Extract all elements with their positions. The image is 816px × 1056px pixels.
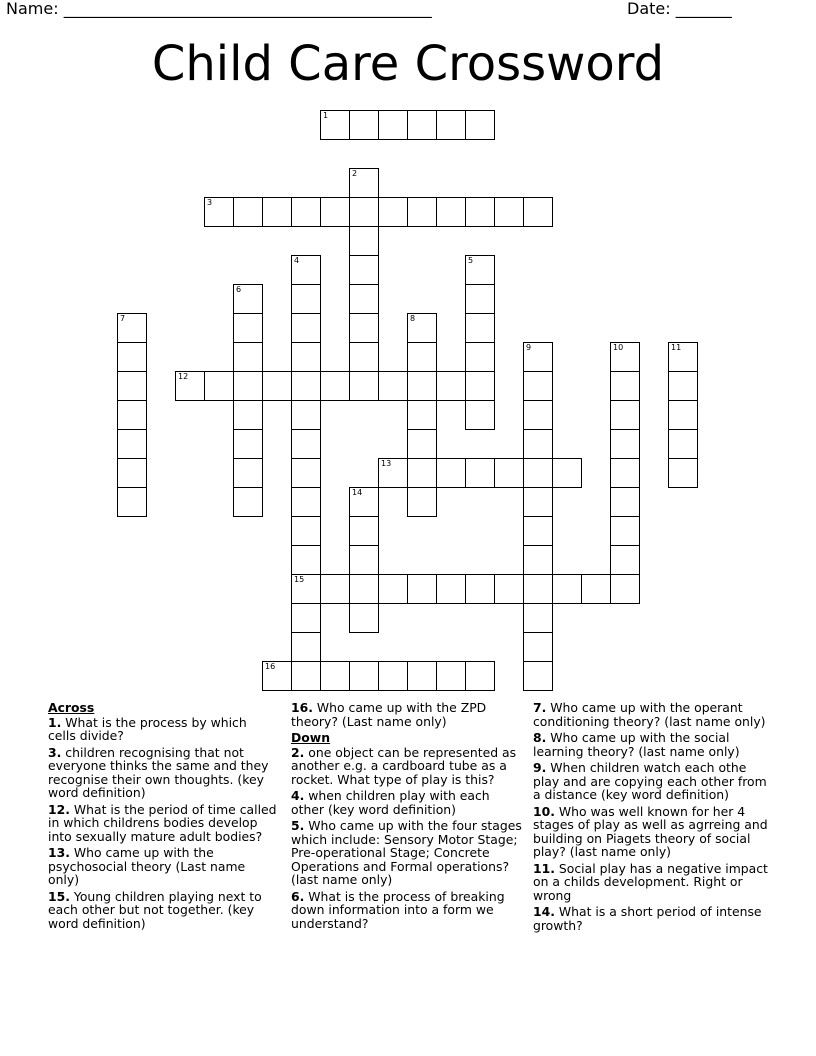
grid-cell[interactable]	[320, 661, 350, 691]
grid-cell[interactable]	[117, 429, 147, 459]
grid-cell[interactable]	[349, 371, 379, 401]
grid-cell[interactable]	[465, 661, 495, 691]
grid-cell[interactable]	[291, 632, 321, 662]
grid-cell[interactable]	[349, 342, 379, 372]
grid-cell[interactable]	[378, 371, 408, 401]
grid-cell[interactable]	[262, 371, 292, 401]
grid-cell[interactable]	[378, 110, 408, 140]
grid-cell[interactable]	[668, 458, 698, 488]
grid-cell[interactable]	[523, 342, 553, 372]
grid-cell[interactable]	[465, 255, 495, 285]
grid-cell[interactable]	[291, 400, 321, 430]
grid-cell[interactable]	[378, 197, 408, 227]
grid-cell[interactable]	[465, 110, 495, 140]
clues-column-2	[291, 701, 526, 933]
grid-cell[interactable]	[668, 371, 698, 401]
clue-down-4: 4. when children play with each other (key word definition)	[291, 788, 490, 817]
grid-cell[interactable]	[465, 574, 495, 604]
grid-cell[interactable]	[291, 371, 321, 401]
grid-cell[interactable]	[523, 429, 553, 459]
grid-cell[interactable]	[291, 197, 321, 227]
grid-cell[interactable]	[494, 458, 524, 488]
grid-cell[interactable]	[610, 516, 640, 546]
clue-number: 16	[265, 662, 276, 671]
grid-cell[interactable]	[320, 574, 350, 604]
grid-cell[interactable]	[349, 487, 379, 517]
grid-cell[interactable]	[349, 168, 379, 198]
clue-number: 4	[294, 256, 300, 265]
grid-cell[interactable]	[523, 545, 553, 575]
grid-cell[interactable]	[117, 458, 147, 488]
grid-cell[interactable]	[204, 197, 234, 227]
grid-cell[interactable]	[494, 197, 524, 227]
clue-across-1: 1. What is the process by which cells divide?	[48, 714, 247, 743]
clue-down-5: 5. Who came up with the four stages which include: Sensory Motor Stage; Pre-operational Stage; Concrete Operations and Formal operations? (last name only)	[291, 818, 522, 887]
clue-number: 9	[526, 343, 532, 352]
grid-cell[interactable]	[668, 400, 698, 430]
clue-number: 7	[120, 314, 126, 323]
grid-cell[interactable]	[233, 313, 263, 343]
page-title: Child Care Crossword	[151, 36, 665, 92]
clue-down-2: 2. one object can be represented as another e.g. a cardboard tube as a rocket. What type of play is this?	[291, 744, 517, 787]
grid-cell[interactable]	[465, 342, 495, 372]
grid-cell[interactable]	[320, 110, 350, 140]
grid-cell[interactable]	[291, 342, 321, 372]
grid-cell[interactable]	[581, 574, 611, 604]
grid-cell[interactable]	[610, 458, 640, 488]
clue-across-15: 15. Young children playing next to each other but not together. (key word definition)	[48, 888, 262, 931]
grid-cell[interactable]	[291, 255, 321, 285]
grid-cell[interactable]	[465, 458, 495, 488]
grid-cell[interactable]	[436, 110, 466, 140]
grid-cell[interactable]	[233, 197, 263, 227]
grid-cell[interactable]	[349, 284, 379, 314]
clues-column-3	[533, 701, 768, 935]
grid-cell[interactable]	[291, 429, 321, 459]
grid-cell[interactable]	[668, 429, 698, 459]
grid-cell[interactable]	[465, 284, 495, 314]
grid-cell[interactable]	[610, 429, 640, 459]
grid-cell[interactable]	[465, 197, 495, 227]
grid-cell[interactable]	[291, 574, 321, 604]
grid-cell[interactable]	[378, 661, 408, 691]
grid-cell[interactable]	[436, 574, 466, 604]
grid-cell[interactable]	[407, 458, 437, 488]
clue-number: 5	[468, 256, 474, 265]
grid-cell[interactable]	[233, 458, 263, 488]
clues-column-1	[48, 701, 278, 933]
grid-cell[interactable]	[436, 458, 466, 488]
grid-cell[interactable]	[407, 487, 437, 517]
clue-across-3: 3. children recognising that not everyone thinks the same and they recognise their own thoughts. (key word definition)	[48, 744, 269, 800]
down-heading: Down	[291, 730, 331, 745]
grid-cell[interactable]	[523, 197, 553, 227]
clue-number: 15	[294, 575, 305, 584]
clue-across-12: 12. What is the period of time called in which childrens bodies develop into sexually mature adult bodies?	[48, 801, 277, 844]
grid-cell[interactable]	[610, 574, 640, 604]
grid-cell[interactable]	[291, 661, 321, 691]
grid-cell[interactable]	[291, 458, 321, 488]
grid-cell[interactable]	[204, 371, 234, 401]
grid-cell[interactable]	[494, 574, 524, 604]
grid-cell[interactable]	[291, 284, 321, 314]
grid-cell[interactable]	[291, 487, 321, 517]
grid-cell[interactable]	[233, 284, 263, 314]
grid-cell[interactable]	[407, 313, 437, 343]
grid-cell[interactable]	[407, 371, 437, 401]
grid-cell[interactable]	[349, 226, 379, 256]
grid-cell[interactable]	[523, 632, 553, 662]
grid-cell[interactable]	[407, 110, 437, 140]
grid-cell[interactable]	[552, 574, 582, 604]
grid-cell[interactable]	[610, 371, 640, 401]
clue-down-7: 7. Who came up with the operant conditioning theory? (last name only)	[533, 700, 766, 729]
grid-cell[interactable]	[349, 603, 379, 633]
grid-cell[interactable]	[349, 545, 379, 575]
grid-cell[interactable]	[349, 313, 379, 343]
clue-down-8: 8. Who came up with the social learning theory? (last name only)	[533, 730, 740, 759]
name-blank[interactable]: ______________________________________________	[63, 0, 432, 18]
grid-cell[interactable]	[233, 400, 263, 430]
grid-cell[interactable]	[523, 458, 553, 488]
clue-number: 6	[236, 285, 242, 294]
across-heading: Across	[48, 700, 95, 715]
grid-cell[interactable]	[320, 371, 350, 401]
grid-cell[interactable]	[523, 371, 553, 401]
clue-number: 8	[410, 314, 416, 323]
grid-cell[interactable]	[349, 574, 379, 604]
grid-cell[interactable]	[436, 661, 466, 691]
grid-cell[interactable]	[349, 661, 379, 691]
clue-number: 13	[381, 459, 392, 468]
grid-cell[interactable]	[291, 545, 321, 575]
clue-down-14: 14. What is a short period of intense growth?	[533, 904, 762, 933]
grid-cell[interactable]	[117, 400, 147, 430]
date-blank[interactable]: _______	[675, 0, 732, 18]
grid-cell[interactable]	[117, 342, 147, 372]
grid-cell[interactable]	[291, 516, 321, 546]
grid-cell[interactable]	[436, 197, 466, 227]
clue-across-13: 13. Who came up with the psychosocial theory (Last name only)	[48, 845, 246, 887]
grid-cell[interactable]	[349, 516, 379, 546]
grid-cell[interactable]	[407, 574, 437, 604]
grid-cell[interactable]	[523, 574, 553, 604]
grid-cell[interactable]	[465, 371, 495, 401]
grid-cell[interactable]	[291, 313, 321, 343]
grid-cell[interactable]	[465, 313, 495, 343]
clue-down-11: 11. Social play has a negative impact on a childs development. Right or wrong	[533, 860, 768, 903]
grid-cell[interactable]	[436, 371, 466, 401]
grid-cell[interactable]	[117, 371, 147, 401]
grid-cell[interactable]	[262, 197, 292, 227]
clue-down-10: 10. Who was well known for her 4 stages of play as well as agrreing and building on Piagets theory of social play? (last name only)	[533, 803, 768, 859]
grid-cell[interactable]	[320, 197, 350, 227]
grid-cell[interactable]	[610, 545, 640, 575]
grid-cell[interactable]	[349, 110, 379, 140]
grid-cell[interactable]	[262, 661, 292, 691]
grid-cell[interactable]	[407, 197, 437, 227]
clue-number: 10	[613, 343, 624, 352]
grid-cell[interactable]	[378, 574, 408, 604]
clue-number: 3	[207, 198, 213, 207]
grid-cell[interactable]	[523, 400, 553, 430]
grid-cell[interactable]	[407, 400, 437, 430]
clue-down-9: 9. When children watch each othe play and are copying each other from a distance (key word definition)	[533, 760, 767, 802]
grid-cell[interactable]	[523, 487, 553, 517]
clue-number: 11	[671, 343, 682, 352]
grid-cell[interactable]	[117, 487, 147, 517]
grid-cell[interactable]	[407, 429, 437, 459]
grid-cell[interactable]	[233, 487, 263, 517]
grid-cell[interactable]	[610, 400, 640, 430]
grid-cell[interactable]	[407, 661, 437, 691]
grid-cell[interactable]	[407, 342, 437, 372]
clue-number: 1	[323, 111, 329, 120]
clue-down-6: 6. What is the process of breaking down information into a form we understand?	[291, 888, 505, 931]
grid-cell[interactable]	[233, 371, 263, 401]
grid-cell[interactable]	[233, 342, 263, 372]
grid-cell[interactable]	[291, 603, 321, 633]
grid-cell[interactable]	[523, 516, 553, 546]
clue-number: 12	[178, 372, 189, 381]
clue-across-16: 16. Who came up with the ZPD theory? (Last name only)	[291, 700, 487, 729]
grid-cell[interactable]	[610, 342, 640, 372]
grid-cell[interactable]	[233, 429, 263, 459]
grid-cell[interactable]	[117, 313, 147, 343]
clue-number: 2	[352, 169, 358, 178]
clue-number: 14	[352, 488, 363, 497]
grid-cell[interactable]	[349, 197, 379, 227]
date-label: Date:	[627, 0, 671, 18]
grid-cell[interactable]	[668, 342, 698, 372]
grid-cell[interactable]	[378, 458, 408, 488]
grid-cell[interactable]	[465, 400, 495, 430]
grid-cell[interactable]	[552, 458, 582, 488]
name-label: Name:	[6, 0, 59, 18]
grid-cell[interactable]	[523, 661, 553, 691]
grid-cell[interactable]	[523, 603, 553, 633]
grid-cell[interactable]	[610, 487, 640, 517]
grid-cell[interactable]	[175, 371, 205, 401]
grid-cell[interactable]	[349, 255, 379, 285]
